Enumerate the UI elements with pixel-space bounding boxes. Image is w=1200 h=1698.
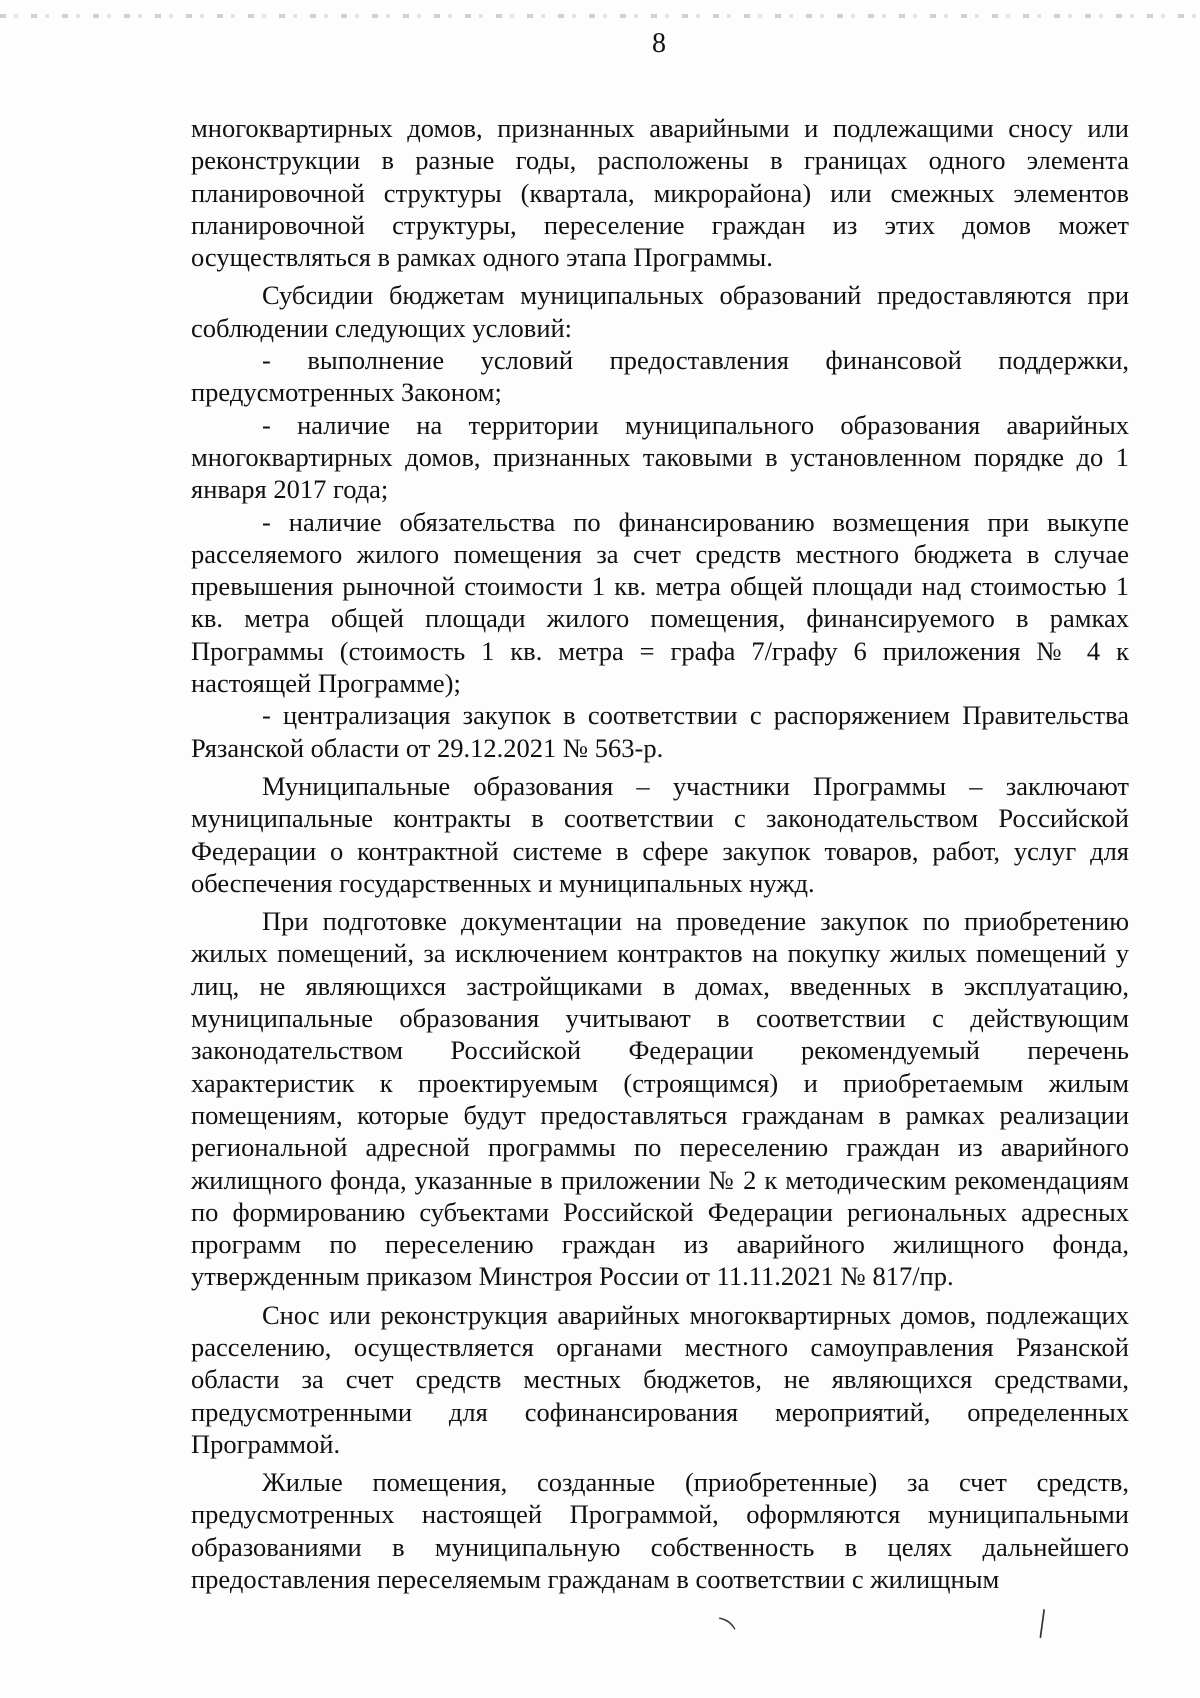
scan-marks	[0, 1600, 1200, 1698]
paragraph-demolition: Снос или реконструкция аварийных многоквартирных домов, подлежащих расселению, осуществляется органами местного самоуправления Рязанской области за счет средств местных бюджетов, не являющихся средствами, предусмотренными для софинансирования мероприятий, определенных Программой.	[191, 1299, 1129, 1459]
paragraph-procurement: При подготовке документации на проведение закупок по приобретению жилых помещений, за исключением контрактов на покупку жилых помещений у лиц, не являющихся застройщиками в домах, введенных в эксплуатацию, муниципальные образования учитывают в соответствии с действующим законодательством Российской Федерации рекомендуемый перечень характеристик к проектируемым (строящимся) и приобретаемым жилым помещениям, которые будут предоставляться гражданам в рамках реализации региональной адресной программы по переселению граждан из аварийного жилищного фонда, указанные в приложении № 2 к методическим рекомендациям по формированию субъектами Российской Федерации региональных адресных программ по переселению граждан из аварийного жилищного фонда, утвержденным приказом Минстроя России от 11.11.2021 № 817/пр.	[191, 906, 1129, 1292]
list-item-condition-4: - централизация закупок в соответствии с распоряжением Правительства Рязанской области от 29.12.2021 № 563-р.	[191, 700, 1129, 763]
scan-mark: ╲	[1029, 1610, 1055, 1639]
list-item-condition-1: - выполнение условий предоставления финансовой поддержки, предусмотренных Законом;	[191, 345, 1129, 408]
list-item-condition-2: - наличие на территории муниципального образования аварийных многоквартирных домов, признанных таковыми в установленном порядке до 1 января 2017 года;	[191, 409, 1129, 505]
document-body	[191, 112, 1129, 1595]
paragraph-subsidies: Субсидии бюджетам муниципальных образований предоставляются при соблюдении следующих условий:	[191, 280, 1129, 343]
list-item-condition-3: - наличие обязательства по финансированию возмещения при выкупе расселяемого жилого помещения за счет средств местного бюджета в случае превышения рыночной стоимости 1 кв. метра общей площади над стоимостью 1 кв. метра общей площади жилого помещения, финансируемого в рамках Программы (стоимость 1 кв. метра = графа 7/графу 6 приложения № 4 к настоящей Программе);	[191, 506, 1129, 699]
paragraph-continuation: многоквартирных домов, признанных аварийными и подлежащими сносу или реконструкции в разные годы, расположены в границах одного элемента планировочной структуры (квартала, микрорайона) или смежных элементов планировочной структуры, переселение граждан из этих домов может осуществляться в рамках одного этапа Программы.	[191, 113, 1129, 273]
scan-top-edge	[0, 14, 1200, 18]
paragraph-contracts: Муниципальные образования – участники Программы – заключают муниципальные контракты в соответствии с законодательством Российской Федерации о контрактной системе в сфере закупок товаров, работ, услуг для обеспечения государственных и муниципальных нужд.	[191, 770, 1129, 898]
scan-mark: ⁀	[706, 1617, 736, 1648]
paragraph-housing-ownership: Жилые помещения, созданные (приобретенные) за счет средств, предусмотренных настоящей Программой, оформляются муниципальными образованиями в муниципальную собственность в целях дальнейшего предоставления переселяемым гражданам в соответствии с жилищным	[191, 1467, 1129, 1595]
page-number: 8	[652, 28, 666, 59]
